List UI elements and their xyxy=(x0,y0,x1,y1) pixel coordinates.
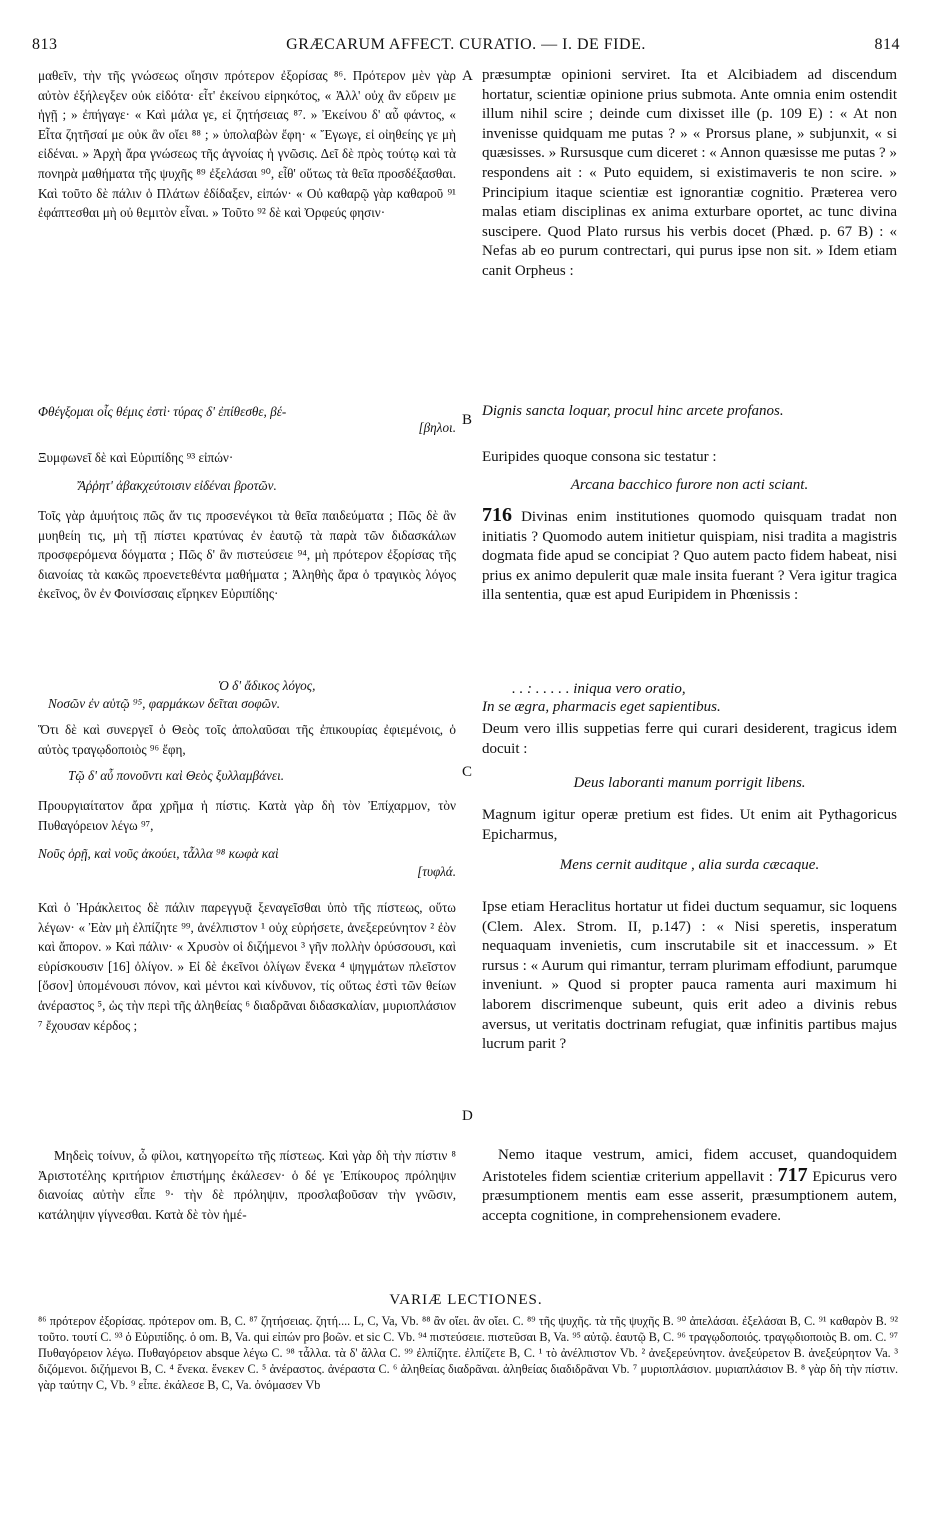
margin-letter-b: B xyxy=(462,412,473,428)
latin-verse-3b: In se ægra, pharmacis eget sapientibus. xyxy=(482,699,721,715)
greek-paragraph-2: Ξυμφωνεῖ δὲ καὶ Εὐριπίδης ⁹³ εἰπών· xyxy=(38,450,234,465)
latin-paragraph-7-continued: Epicurus vero præsumptionem mentis eam esse asserit, præsumptionem autem, accepta cognitione, in comprehensionem evadere. xyxy=(482,1168,898,1224)
greek-paragraph-3: Τοῖς γὰρ ἀμυήτοις πῶς ἄν τις προσενέγκοι τὰ θεῖα παιδεύματα ; Πῶς δὲ ἂν μυηθείη τις, μὴ τῇ πίστει κρατύνας ἐν ἑαυτῷ τὰ παρὰ τῶν διδασκάλων προσφερόμενα δόγματα ; Πῶς δ' ἂν πιστεύσειε ⁹⁴, μὴ πρότερον ἐξορίσας τῆς διανοίας τὰ κακῶς προενετεθέντα μαθήματα ; Ἀληθὴς ἄρα ὁ τραγικὸς λόγος ἐκεῖνος, ὃν ἐν Φοινίσσαις εἴρηκεν Εὐριπίδης· xyxy=(38,508,456,602)
variae-lectiones-notes: ⁸⁶ πρότερον ἐξορίσας. πρότερον om. B, C. ⁸⁷ ζητήσειας. ζητή.... L, C, Va, Vb. ⁸⁸ ἂν οἴει. ἂν οἴει. C. ⁸⁹ τῆς ψυχῆς. τὰ τῆς ψυχῆς B. ⁹⁰ ἀπελάσαι. ἐξελάσαι B, C. ⁹¹ καθαρὸν B. ⁹² τοῦτο. τουτί C. ⁹³ ὁ Εὐριπίδης. ὁ om. B, Va. qui εἰπών pro βοῶν. et sic C. Vb. ⁹⁴ πιστεύσειε. πιστεῦσαι B, Va. ⁹⁵ αὐτῷ. ἑαυτῷ B, C. ⁹⁶ τραγῳδοποιός. τραγῳδιοποιὸς B. om. C. ⁹⁷ Πυθαγόρειον λέγω. Πυθαγόρειον absque λέγω C. ⁹⁸ τἆλλα. τὰ δ' ἄλλα C. ⁹⁹ ἐλπίζητε. ἐλπίζετε B, C. ¹ τὸ ἀνέλπιστον Vb. ² ἀνεξερεύνητον. ἀνεξεύρετον B. ἀνεξεύρητον Va. ³ διζόμενοι. διζήμενοι B, C. ⁴ ἕνεκα. ἕνεκεν C. ⁵ ἀνέραστος. ἀνέραστα C. ⁶ ἀληθείας διαδρᾶναι. ἀληθείας διαδιδρᾶναι Vb. ⁷ μυριοπλάσιον. μυριαπλάσιον B. ⁸ γὰρ δὴ τὴν πίστιν. γὰρ ταύτην C, Vb. ⁹ εἶπε. ἐκάλεσε B, C, Va. ὀνόμασεν Vb xyxy=(38,1314,898,1392)
latin-paragraph-3-text: Divinas enim institutiones quomodo quisquam tradat non initiatis ? Quomodo autem initietur quispiam, nisi tradita a magistris dogmata fide apud se concipiat ? Quo autem pacto fidem habeat, nisi prius ex animo depulerit quæ male insita fuerant ? Vera igitur tragica illa sententia, quæ est apud Euripidem in Phœnissis : xyxy=(482,509,898,604)
margin-letter-a: A xyxy=(462,68,473,84)
latin-paragraph-7-text: Nemo itaque vestrum, amici, fidem accuset, quandoquidem Aristoteles fidem scientiæ criterium appellavit : xyxy=(482,1147,897,1185)
greek-paragraph-4: Ὅτι δὲ καὶ συνεργεῖ ὁ Θεὸς τοῖς ἀπολαῦσαι τῆς ἐπικουρίας ἐφιεμένοις, ὁ αὐτὸς τραγῳδοποιὸς ⁹⁶ ἔφη, xyxy=(38,722,456,757)
latin-verse-3a: . . : . . . . . iniqua vero oratio, xyxy=(512,681,686,697)
greek-paragraph-5: Προυργιαίτατον ἄρα χρῆμα ἡ πίστις. Κατὰ γὰρ δὴ τὸν Ἐπίχαρμον, τὸν Πυθαγόρειον λέγω ⁹⁷, xyxy=(38,798,456,833)
margin-letter-d: D xyxy=(462,1108,473,1124)
latin-verse-2: Arcana bacchico furore non acti sciant. xyxy=(570,477,809,493)
greek-paragraph-7: Μηδεὶς τοίνυν, ὦ φίλοι, κατηγορείτω τῆς πίστεως. Καὶ γὰρ δὴ τὴν πίστιν ⁸ Ἀριστοτέλης κριτήριον ἐπιστήμης ἐκάλεσεν· ὁ δέ γε Ἐπίκουρος πρόληψιν διανοίας αὐτὴν εἶπε ⁹· τὴν δὲ πρόληψιν, προσλαβοῦσαν τὴν γνῶσιν, κατάληψιν γίγνεσθαι. Κατὰ δὲ τὸν ἡμέ- xyxy=(38,1148,456,1222)
latin-paragraph-3 xyxy=(482,506,897,606)
latin-verse-1: Dignis sancta loquar, procul hinc arcete profanos. xyxy=(482,403,784,419)
greek-verse-5: Νοῦς ὁρῇ, καὶ νοῦς ἀκούει, τἆλλα ⁹⁸ κωφὰ καὶ xyxy=(38,846,279,861)
page-title: GRÆCARUM AFFECT. CURATIO. — I. DE FIDE. xyxy=(286,36,646,53)
greek-verse-2: Ἄῤῥητ' ἀβακχεύτοισιν εἰδέναι βροτῶν. xyxy=(78,478,277,493)
greek-verse-5-end: [τυφλά. xyxy=(417,864,456,879)
greek-verse-1-end: [βηλοι. xyxy=(418,420,456,435)
latin-paragraph-1: præsumptæ opinioni serviret. Ita et Alcibiadem ad discendum hortatur, scientiæ opinione prius submota. Ante omnia enim ostendit illum nihil scire ; deinde cum dixisset ille (p. 109 E) : « At non invenisse quidquam me putas ? » « Prorsus plane, » subjunxit, « si quæsisses. » Rursusque cum diceret : « Annon quæsisse me putas ? » respondens ait : « Puto equidem, si existimaveris te non scire. » Principium itaque scientiæ est ignorantiæ cognitio. Præterea vero malas etiam disciplinas ex anima exturbare oportet, ac tunc divina suscipere. Quod Plato rursus his verbis docet (Phæd. p. 67 B) : « Nefas ab eo purum contrectari, qui purus ipse non sit. » Idem etiam canit Orpheus : xyxy=(482,67,897,279)
running-header xyxy=(32,36,900,62)
greek-verse-1: Φθέγξομαι οἷς θέμις ἐστὶ· τύρας δ' ἐπίθεσθε, βέ- xyxy=(38,404,287,419)
greek-verse-4: Τῷ δ' αὖ πονοῦντι καὶ Θεὸς ξυλλαμβάνει. xyxy=(68,768,285,783)
latin-paragraph-5: Magnum igitur operæ pretium est fides. Ut enim ait Pythagoricus Epicharmus, xyxy=(482,807,897,843)
column-number-717: 717 xyxy=(777,1163,808,1186)
greek-paragraph-6: Καὶ ὁ Ἡράκλειτος δὲ πάλιν παρεγγυᾷ ξεναγεῖσθαι ὑπὸ τῆς πίστεως, οὕτω λέγων· « Ἐὰν μὴ ἐλπίζητε ⁹⁹, ἀνέλπιστον ¹ οὐχ εὑρήσετε, ἀνεξερεύνητον ² ἐὸν καὶ ἄπορον. » Καὶ πάλιν· « Χρυσὸν οἱ διζήμενοι ³ γῆν πολλὴν ὀρύσσουσι, καὶ εὑρίσκουσιν [16] ὀλίγον. » Εἰ δὲ ἐκεῖνοι ὀλίγων ἕνεκα ⁴ ψηγμάτων πλεῖστον [ὅσον] ὑπομένουσι πόνον, καὶ μέντοι καὶ κίνδυνον, τίς οὕτως ἐστὶ τῶν θείων ἀνέραστος ⁵, ὡς τὴν περὶ τῆς ἀληθείας ⁶ διαδρᾶναι διδασκαλίαν, μυριοπλάσιον ⁷ ἔχουσαν κέρδος ; xyxy=(38,900,456,1033)
greek-verse-3a: Ὁ δ' ἄδικος λόγος, xyxy=(218,678,316,693)
page-number-right: 814 xyxy=(874,36,900,53)
page-number-left: 813 xyxy=(32,36,58,53)
variae-lectiones-heading: VARIÆ LECTIONES. xyxy=(389,1292,543,1308)
latin-paragraph-2: Euripides quoque consona sic testatur : xyxy=(482,449,717,465)
latin-verse-4: Deus laboranti manum porrigit libens. xyxy=(573,775,806,791)
latin-paragraph-6: Ipse etiam Heraclitus hortatur ut fidei ductum sequamur, sic loquens (Clem. Alex. Strom. II, p.147) : « Nisi speretis, insperatum nequaquam invenietis, cum inscrutabile sit et inaccessum. » Et rursus : « Aurum qui rimantur, terram plurimam effodiunt, parumque inveniunt. » Quod si propter pauca ramenta auri maximum hi laborem discrimenque subeunt, quis erit adeo a divinis rebus aversus, ut veritatis doctrinam refugiat, quæ infinitis partibus majus lucrum parit ? xyxy=(482,899,897,1053)
latin-paragraph-7 xyxy=(482,1146,897,1226)
latin-verse-5: Mens cernit auditque , alia surda cæcaque. xyxy=(559,857,820,873)
column-number-716: 716 xyxy=(482,504,512,526)
greek-verse-3b: Νοσῶν ἐν αὑτῷ ⁹⁵, φαρμάκων δεῖται σοφῶν. xyxy=(48,696,281,711)
latin-paragraph-4: Deum vero illis suppetias ferre qui curari desiderent, tragicus idem docuit : xyxy=(482,721,897,757)
greek-paragraph-1: μαθεῖν, τὴν τῆς γνώσεως οἴησιν πρότερον ἐξορίσας ⁸⁶. Πρότερον μὲν γὰρ αὐτὸν ἐξήλεγξεν οὐκ εἰδότα· εἶτ' ἐκείνου εἰρηκότος, « Ἀλλ' οὐχ ἂν εὕρειν με ἡγῇ ; » ἐπήγαγε· « Καὶ μάλα γε, εἰ ζητήσειας ⁸⁷. » Ἐκείνου δ' αὖ φάντος, « Εἶτα ζητῆσαί με οὐκ ἂν οἴει ⁸⁸ ; » ὑπολαβὼν ἔφη· « Ἔγωγε, εἰ οἰηθείης γε μὴ εἰδέναι. » Ἀρχὴ ἄρα γνώσεως τῆς ἀγνοίας ἡ γνῶσις. Δεῖ δὲ πρὸς τούτῳ καὶ τὰ πονηρὰ μαθήματα τῆς ψυχῆς ⁸⁹ ἐξελάσαι ⁹⁰, εἶθ' οὕτως τὰ θεῖα προσδέξασθαι. Καὶ τοῦτο δὲ πάλιν ὁ Πλάτων ἐδίδαξεν, εἰπών· « Οὐ καθαρῷ γὰρ καθαροῦ ⁹¹ ἐφάπτεσθαι μὴ οὐ θεμιτὸν εἶναι. » Τοῦτο ⁹² δὲ καὶ Ὀρφεύς φησιν· xyxy=(38,68,456,221)
margin-letter-c: C xyxy=(462,764,473,780)
